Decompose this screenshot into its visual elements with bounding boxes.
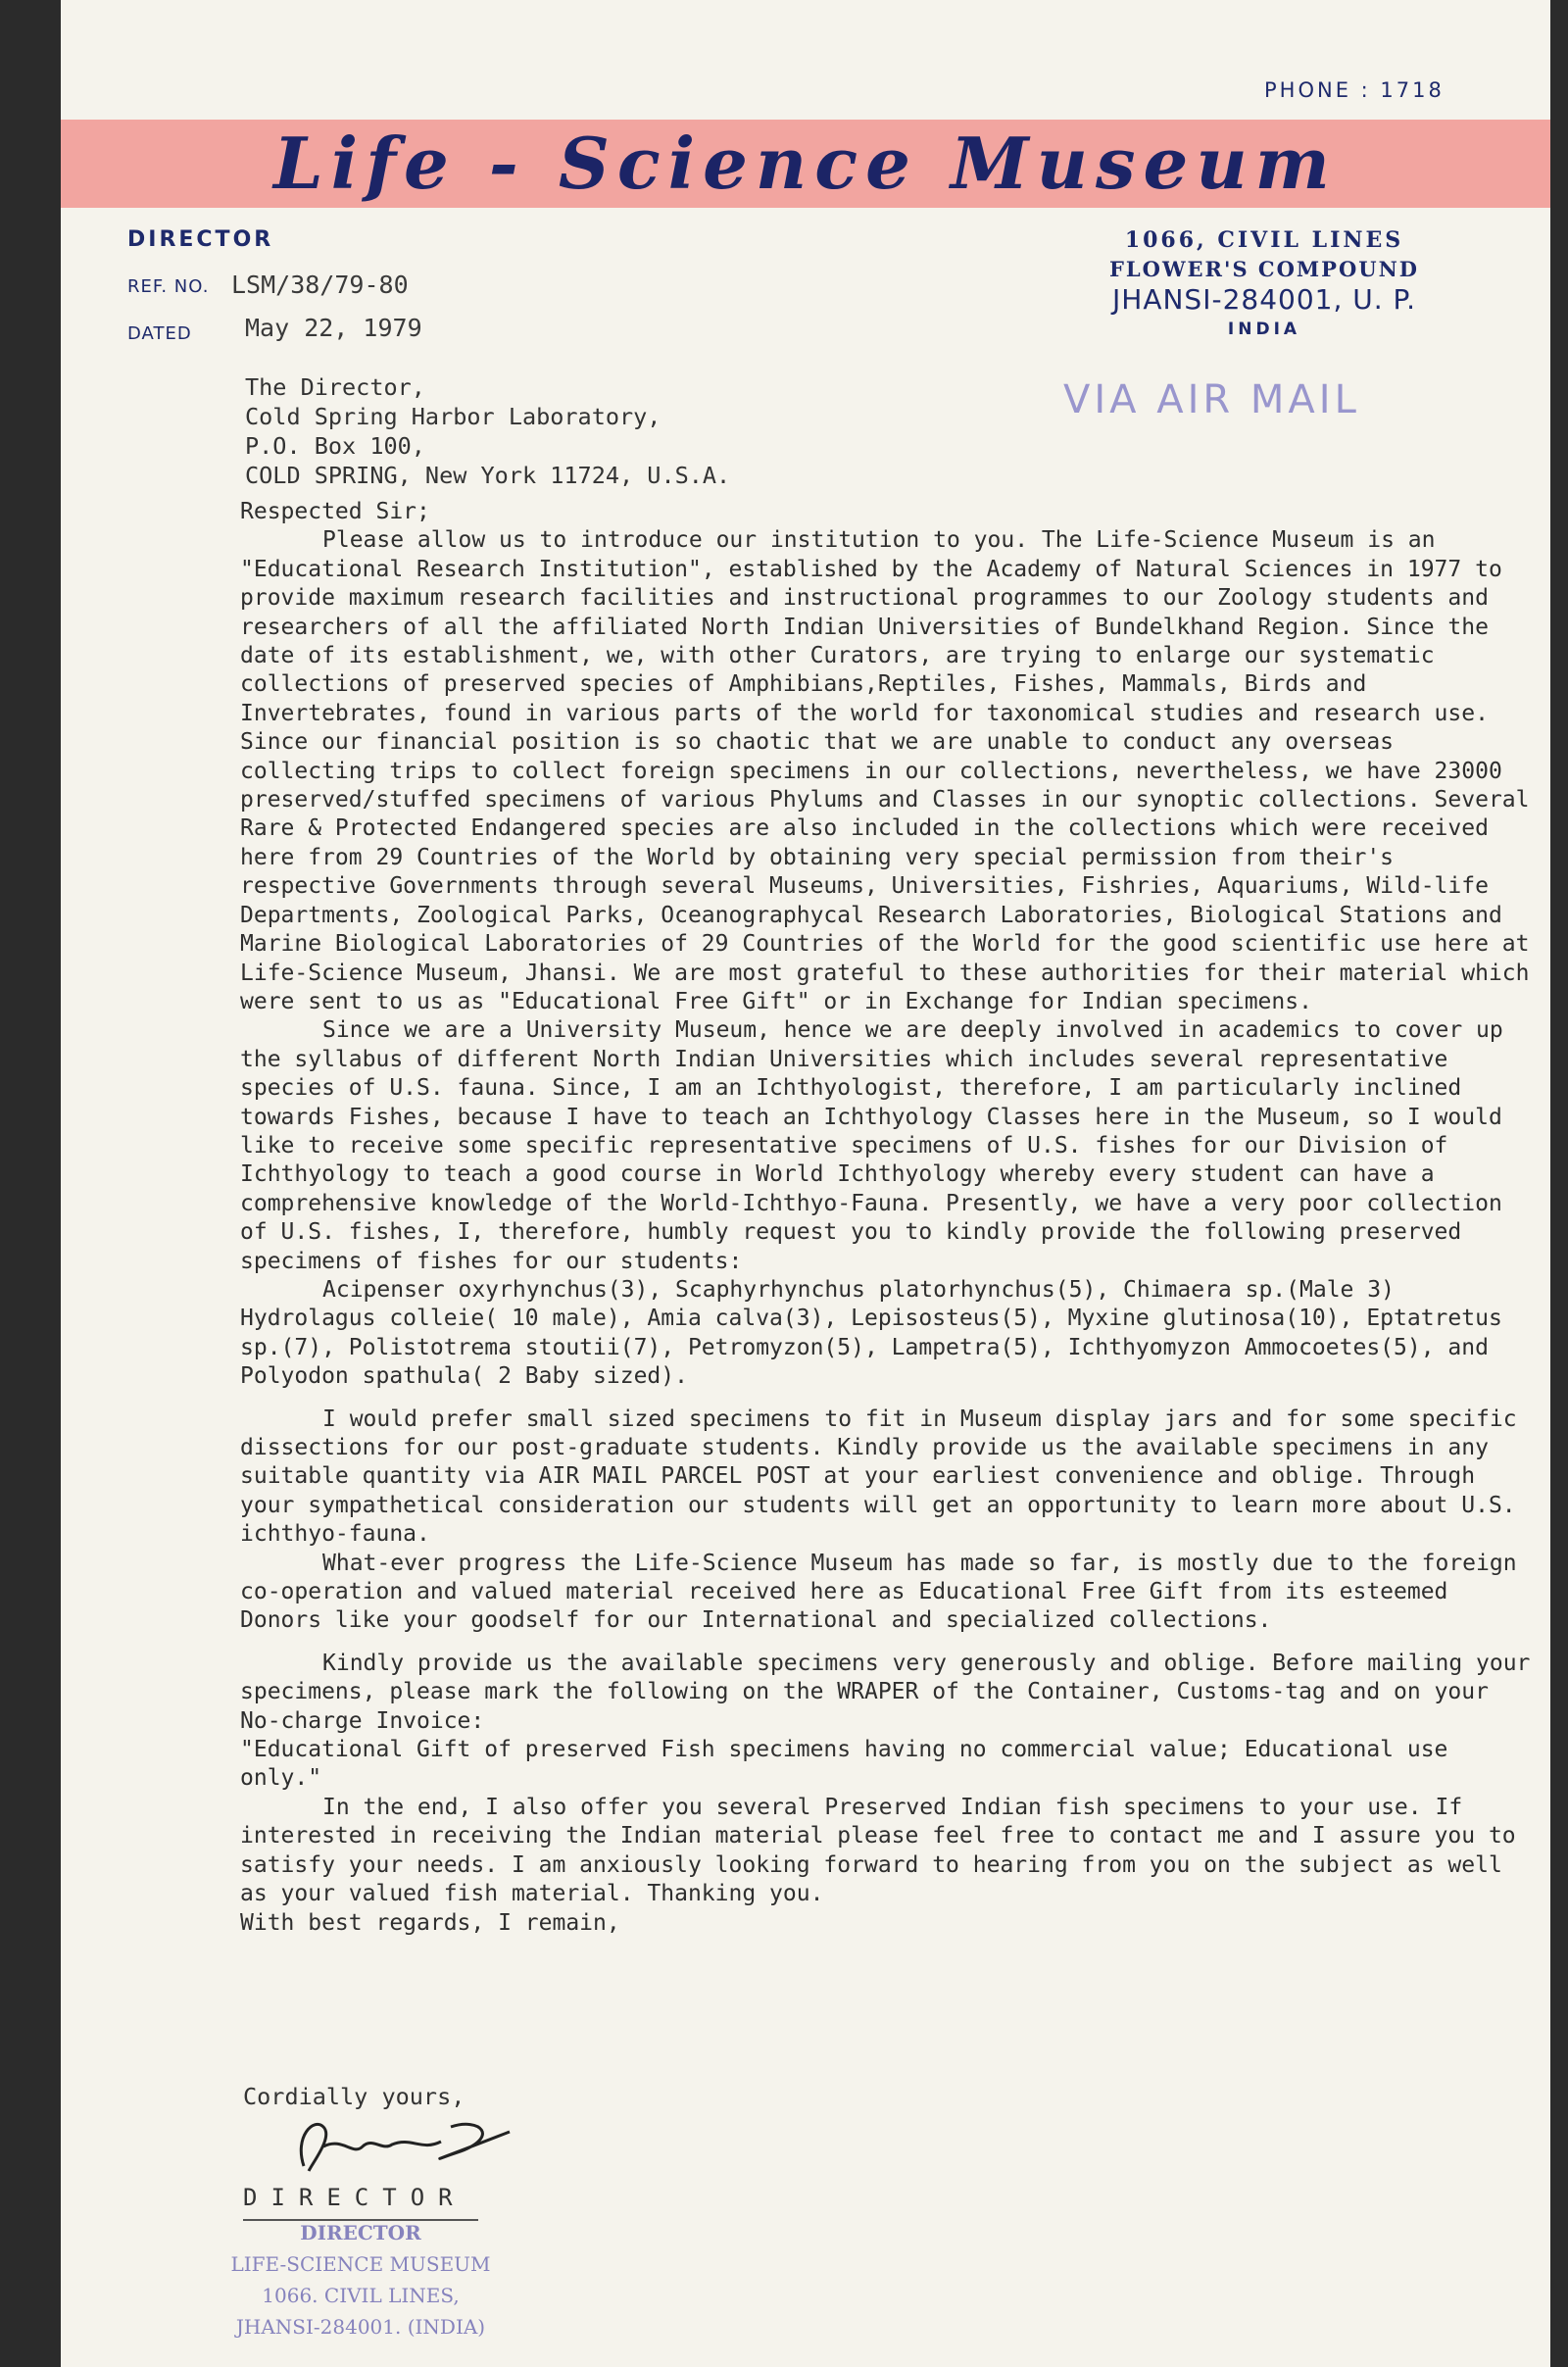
museum-stamp bbox=[204, 2217, 517, 2342]
body-paragraph: I would prefer small sized specimens to fit in Museum display jars and for some specific dissections for our post-graduate students. Kindly provide us the available specimens in any suitable quantity via AIR MAIL PARCEL POST at your earliest convenience and oblige. Through your sympathetical consideration our students will get an opportunity to learn more about U.S. ichthyo-fauna. bbox=[240, 1405, 1517, 1548]
ref-label: REF. NO. bbox=[127, 276, 210, 297]
body-paragraph: Since we are a University Museum, hence we are deeply involved in academics to cover up the syllabus of different North Indian Universities which includes several representative species of U.S. fauna. Since, I am an Ichthyologist, therefore, I am particularly inclined towards Fishes, because I have to teach an Ichthyology Classes here in the Museum, so I would like to receive some specific representative specimens of U.S. fishes for our Division of Ichthyology to teach a good course in World Ichthyology whereby every student can have a comprehensive knowledge of the World-Ichthyo-Fauna. Presently, we have a very poor collection of U.S. fishes, I, therefore, humbly request you to kindly provide the following preserved specimens of fishes for our students: bbox=[240, 1017, 1503, 1274]
phone-number: PHONE : 1718 bbox=[1264, 78, 1445, 102]
regards-line: With best regards, I remain, bbox=[240, 1909, 620, 1936]
body-paragraph: Kindly provide us the available specimens very generously and oblige. Before mailing your specimens, please mark the following on the WRAPER of the Container, Customs-tag and on your No-charge Invoice: bbox=[240, 1650, 1531, 1734]
salutation: Respected Sir; bbox=[240, 499, 430, 524]
signature-title: DIRECTOR bbox=[243, 2184, 466, 2211]
stamp-line: 1066. CIVIL LINES, bbox=[262, 2284, 460, 2307]
recipient-line: COLD SPRING, New York 11724, U.S.A. bbox=[245, 462, 731, 489]
stamp-line: DIRECTOR bbox=[300, 2221, 421, 2244]
museum-address bbox=[1039, 227, 1490, 339]
closing: Cordially yours, bbox=[243, 2083, 466, 2110]
address-line: JHANSI-284001, U. P. bbox=[1112, 283, 1416, 316]
address-line: FLOWER'S COMPOUND bbox=[1109, 257, 1419, 281]
stamp-line: LIFE-SCIENCE MUSEUM bbox=[230, 2252, 491, 2276]
museum-title: Life - Science Museum bbox=[273, 122, 1338, 205]
recipient-line: The Director, bbox=[245, 373, 425, 401]
label-instruction: "Educational Gift of preserved Fish specimens having no commercial value; Educational use only." bbox=[240, 1737, 1448, 1792]
body-paragraph: Please allow us to introduce our institution to you. The Life-Science Museum is an "Educational Research Institution", established by the Academy of Natural Sciences in 1977 to provide maximum research facilities and instructional programmes to our Zoology students and researchers of all the affiliated North Indian Universities of Bundelkhand Region. Since the date of its establishment, we, with other Curators, are trying to enlarge our systematic collections of preserved species of Amphibians,Reptiles, Fishes, Mammals, Birds and Invertebrates, found in various parts of the world for taxonomical studies and research use. Since our financial position is so chaotic that we are unable to conduct any overseas collecting trips to collect foreign specimens in our collections, nevertheless, we have 23000 preserved/stuffed specimens of various Phylums and Classes in our synoptic collections. Several Rare & Protected Endangered species are also included in the collections which were received here from 29 Countries of the World by obtaining very special permission from their's respective Governments through several Museums, Universities, Fishries, Aquariums, Wild-life Departments, Zoological Parks, Oceanographycal Research Laboratories, Biological Stations and Marine Biological Laboratories of 29 Countries of the World for the good scientific use here at Life-Science Museum, Jhansi. We are most grateful to these authorities for their material which were sent to us as "Educational Free Gift" or in Exchange for Indian specimens. bbox=[240, 527, 1530, 1014]
address-line: INDIA bbox=[1227, 320, 1301, 339]
species-list: Acipenser oxyrhynchus(3), Scaphyrhynchus platorhynchus(5), Chimaera sp.(Male 3) Hydrolagus colleie( 10 male), Amia calva(3), Lepisosteus(5), Myxine glutinosa(10), Eptatretus sp.(7), Polistotrema stoutii(7), Petromyzon(5), Lampetra(5), Ichthyomyzon Ammocoetes(5), and Polyodon spathula( 2 Baby sized). bbox=[240, 1276, 1502, 1390]
letter-body bbox=[240, 498, 1534, 1938]
dated-value: May 22, 1979 bbox=[245, 314, 422, 342]
recipient-address bbox=[245, 372, 730, 490]
signature bbox=[284, 2107, 519, 2186]
dated-label: DATED bbox=[127, 323, 192, 344]
stamp-line: JHANSI-284001. (INDIA) bbox=[235, 2315, 486, 2339]
address-line: 1066, CIVIL LINES bbox=[1124, 227, 1404, 253]
body-paragraph: What-ever progress the Life-Science Museum has made so far, is mostly due to the foreign co-operation and valued material received here as Educational Free Gift from its esteemed Donors like your goodself for our International and specialized collections. bbox=[240, 1550, 1517, 1634]
recipient-line: P.O. Box 100, bbox=[245, 432, 425, 460]
letterhead-banner bbox=[61, 120, 1550, 208]
ref-value: LSM/38/79-80 bbox=[231, 271, 409, 299]
body-paragraph: In the end, I also offer you several Preserved Indian fish specimens to your use. If interested in receiving the Indian material please feel free to contact me and I assure you to satisfy your needs. I am anxiously looking forward to hearing from you on the subject as well as your valued fish material. Thanking you. bbox=[240, 1794, 1516, 1907]
air-mail-stamp: VIA AIR MAIL bbox=[1063, 377, 1360, 422]
director-label: DIRECTOR bbox=[127, 227, 274, 252]
recipient-line: Cold Spring Harbor Laboratory, bbox=[245, 403, 662, 430]
